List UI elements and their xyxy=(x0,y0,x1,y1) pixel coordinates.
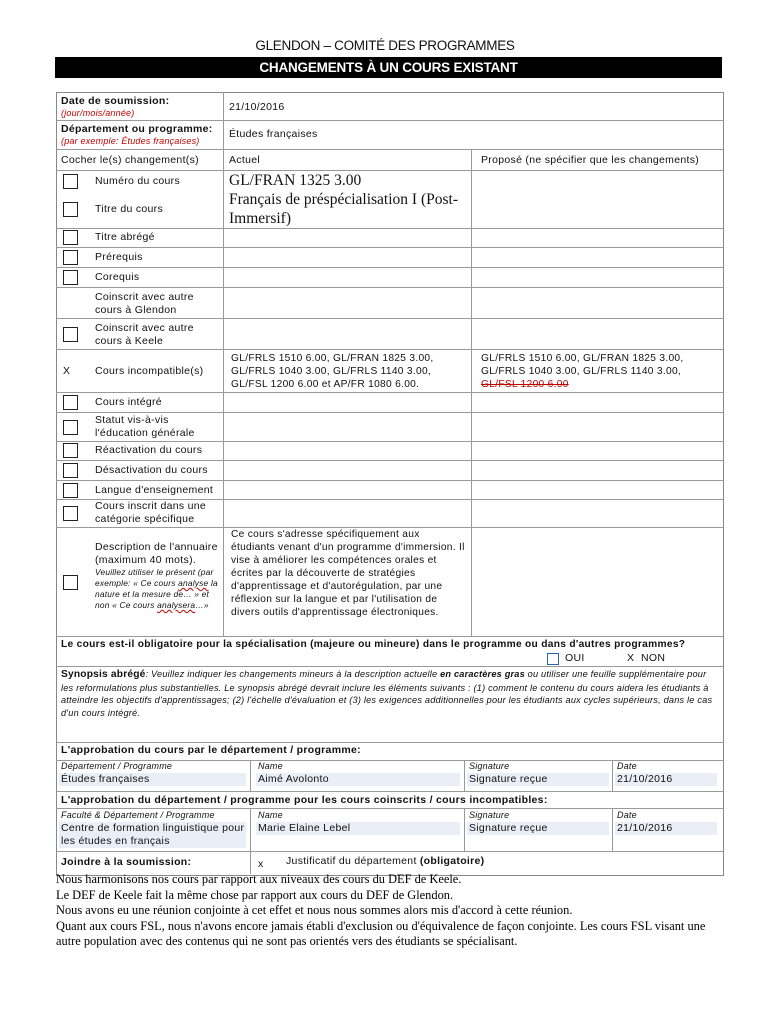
row-label-reactivation: Réactivation du cours xyxy=(95,444,203,456)
approval2-col-dept: Faculté & Département / Programme xyxy=(61,810,215,820)
divider xyxy=(250,808,251,874)
row-label-numero: Numéro du cours xyxy=(95,175,181,187)
column-header-check: Cocher le(s) changement(s) xyxy=(61,154,199,166)
synopsis-bold: en caractères gras xyxy=(440,669,525,679)
propose-incompat-line-2: GL/FRLS 1040 3.00, GL/FRLS 1140 3.00, xyxy=(481,366,682,377)
approval1-name-value[interactable]: Aimé Avolonto xyxy=(256,773,460,786)
divider xyxy=(56,808,723,809)
joindre-item-text: Justificatif du département xyxy=(286,855,417,867)
department-value[interactable]: Études françaises xyxy=(229,128,318,140)
divider xyxy=(56,412,723,413)
row-label-coinscrit-keele: Coinscrit avec autre cours à Keele xyxy=(95,322,194,347)
divider xyxy=(223,92,224,149)
checkbox-description[interactable] xyxy=(63,575,78,590)
checkbox-titre[interactable] xyxy=(63,202,78,217)
propose-incompat-deleted: GL/FSL 1200 6.00 xyxy=(481,379,569,390)
divider xyxy=(56,287,723,288)
row-label-statut: Statut vis-à-vis l'éducation générale xyxy=(95,414,195,439)
divider xyxy=(56,120,723,121)
row-label-coinscrit-glendon: Coinscrit avec autre cours à Glendon xyxy=(95,291,194,316)
approval1-col-name: Name xyxy=(258,761,283,771)
checkbox-oui[interactable] xyxy=(547,653,559,665)
synopsis-text-a: : Veuillez indiquer les changements mineurs à la description actuelle xyxy=(145,669,438,679)
divider xyxy=(56,349,723,350)
form-title: GLENDON – COMITÉ DES PROGRAMMES xyxy=(255,38,515,53)
joindre-item xyxy=(286,855,484,868)
incompat-check-mark[interactable]: X xyxy=(63,365,71,377)
note-line: Quant aux cours FSL, nous n'avons encore jamais établi d'exclusion ou d'équivalence de façon conjointe. Les cours FSL visant une autre population avec des contenus qui ne sont pas orientés vers des étudiants se spécialisant. xyxy=(56,918,706,949)
approval1-date-value[interactable]: 21/10/2016 xyxy=(615,773,717,786)
divider xyxy=(56,228,723,229)
synopsis-text-b: ou utiliser une feuille supplémentaire pour les reformulations plus substantielles. Le synopsis abrégé devrait inclure les éléments suivants : (1) comment le contenu du cours aidera les étudiants à atteindre les objectifs d'apprentissages; (2) l'échelle d'évaluation et (3) les exigences additionnelles pour les étudiants aux cycles supérieurs, dans le cas d'un cours intégré. xyxy=(61,669,713,718)
checkbox-corequis[interactable] xyxy=(63,270,78,285)
divider xyxy=(56,247,723,248)
note-line: Le DEF de Keele fait la même chose par rapport aux cours du DEF de Glendon. xyxy=(56,887,454,902)
divider xyxy=(612,808,613,851)
divider xyxy=(56,267,723,268)
note-line: Nous avons eu une réunion conjointe à cet effet et nous nous sommes alors mis d'accord à cette réunion. xyxy=(56,903,573,918)
note-line: Nous harmonisons nos cours par rapport aux niveaux des cours du DEF de Keele. xyxy=(56,872,462,886)
approval1-col-signature: Signature xyxy=(469,761,510,771)
divider xyxy=(223,149,224,636)
row-label-prerequis: Prérequis xyxy=(95,251,143,263)
propose-incompatibles[interactable] xyxy=(481,352,717,391)
row-label-titre-abrege: Titre abrégé xyxy=(95,231,155,243)
divider xyxy=(56,636,723,637)
approval2-col-date: Date xyxy=(617,810,637,820)
non-check-mark[interactable]: X xyxy=(627,652,635,664)
divider xyxy=(56,791,723,792)
approval1-title: L'approbation du cours par le département / programme: xyxy=(61,744,361,756)
actuel-course-code[interactable]: GL/FRAN 1325 3.00 xyxy=(229,172,362,189)
divider xyxy=(56,480,723,481)
divider xyxy=(56,318,723,319)
checkbox-titre-abrege[interactable] xyxy=(63,230,78,245)
row-label-titre: Titre du cours xyxy=(95,203,163,215)
checkbox-numero[interactable] xyxy=(63,174,78,189)
approval2-col-name: Name xyxy=(258,810,283,820)
checkbox-coinscrit-keele[interactable] xyxy=(63,327,78,342)
joindre-item-bold: (obligatoire) xyxy=(419,855,485,867)
divider xyxy=(464,808,465,851)
date-label: Date de soumission: xyxy=(61,95,170,107)
description-hint: Veuillez utiliser le présent (par exemple: « Ce cours analyse la nature et la mesure de… » et non « Ce cours analysera…» xyxy=(95,567,218,610)
synopsis-instructions xyxy=(61,668,717,719)
checkbox-statut[interactable] xyxy=(63,420,78,435)
approval2-date-value[interactable]: 21/10/2016 xyxy=(615,822,717,835)
oui-label: OUI xyxy=(565,652,585,664)
description-label-block xyxy=(95,541,219,611)
approval2-name-value[interactable]: Marie Elaine Lebel xyxy=(256,822,460,835)
actuel-incompatibles[interactable]: GL/FRLS 1510 6.00, GL/FRAN 1825 3.00, GL/FRLS 1040 3.00, GL/FRLS 1140 3.00, GL/FSL 1200 6.00 et AP/FR 1080 6.00. xyxy=(231,353,434,390)
divider xyxy=(56,392,723,393)
row-label-langue: Langue d'enseignement xyxy=(95,484,214,496)
approval1-col-dept: Département / Programme xyxy=(61,761,173,771)
divider xyxy=(56,149,723,150)
divider xyxy=(250,760,251,791)
column-header-propose: Proposé (ne spécifier que les changements) xyxy=(481,154,700,166)
date-hint: (jour/mois/année) xyxy=(61,108,135,118)
approval2-dept-value[interactable]: Centre de formation linguistique pour les études en français xyxy=(61,822,245,847)
approval1-dept-value[interactable]: Études françaises xyxy=(59,773,246,786)
column-header-actuel: Actuel xyxy=(229,154,260,166)
divider xyxy=(56,460,723,461)
row-label-corequis: Corequis xyxy=(95,271,140,283)
approval1-signature-value[interactable]: Signature reçue xyxy=(467,773,609,786)
department-hint: (par exemple: Études françaises) xyxy=(61,136,200,146)
divider xyxy=(471,149,472,636)
divider xyxy=(56,441,723,442)
approval1-col-date: Date xyxy=(617,761,637,771)
checkbox-categorie[interactable] xyxy=(63,506,78,521)
divider xyxy=(56,666,723,667)
non-label: NON xyxy=(641,652,666,664)
actuel-description[interactable]: Ce cours s'adresse spécifiquement aux étudiants venant d'un programme d'immersion. Il vise à améliorer les compétences orales et écrites par la découverte de stratégies d'apprentissage et d'autorégulation, par une réflexion sur la langue et par l'utilisation de divers outils d'apprentissage électroniques. xyxy=(231,529,465,618)
date-value[interactable]: 21/10/2016 xyxy=(229,101,285,113)
divider xyxy=(56,851,723,852)
department-label: Département ou programme: xyxy=(61,123,213,135)
checkbox-reactivation[interactable] xyxy=(63,443,78,458)
joindre-label: Joindre à la soumission: xyxy=(61,856,192,868)
propose-incompat-line-1: GL/FRLS 1510 6.00, GL/FRAN 1825 3.00, xyxy=(481,353,684,364)
checkbox-langue[interactable] xyxy=(63,483,78,498)
divider xyxy=(612,760,613,791)
obligatoire-question: Le cours est-il obligatoire pour la spécialisation (majeure ou mineure) dans le programme ou dans d'autres programmes? xyxy=(61,639,686,650)
checkbox-desactivation[interactable] xyxy=(63,463,78,478)
synopsis-label: Synopsis abrégé xyxy=(61,669,146,680)
approval2-col-signature: Signature xyxy=(469,810,510,820)
joindre-check-mark[interactable]: x xyxy=(258,858,264,870)
notes-block xyxy=(56,872,728,950)
row-label-integre: Cours intégré xyxy=(95,396,162,408)
actuel-course-title[interactable]: Français de préspécialisation I (Post-Immersif) xyxy=(229,191,458,227)
checkbox-integre[interactable] xyxy=(63,395,78,410)
row-label-desactivation: Désactivation du cours xyxy=(95,464,208,476)
divider xyxy=(56,170,723,171)
row-label-incompatibles: Cours incompatible(s) xyxy=(95,365,204,377)
row-label-categorie: Cours inscrit dans une catégorie spécifique xyxy=(95,500,207,525)
form-subtitle-bar: CHANGEMENTS À UN COURS EXISTANT xyxy=(55,57,722,78)
approval2-title: L'approbation du département / programme pour les cours coinscrits / cours incompatibles: xyxy=(61,794,548,806)
checkbox-prerequis[interactable] xyxy=(63,250,78,265)
row-label-description: Description de l'annuaire (maximum 40 mots). xyxy=(95,541,218,566)
approval2-signature-value[interactable]: Signature reçue xyxy=(467,822,609,835)
divider xyxy=(464,760,465,791)
divider xyxy=(56,742,723,743)
